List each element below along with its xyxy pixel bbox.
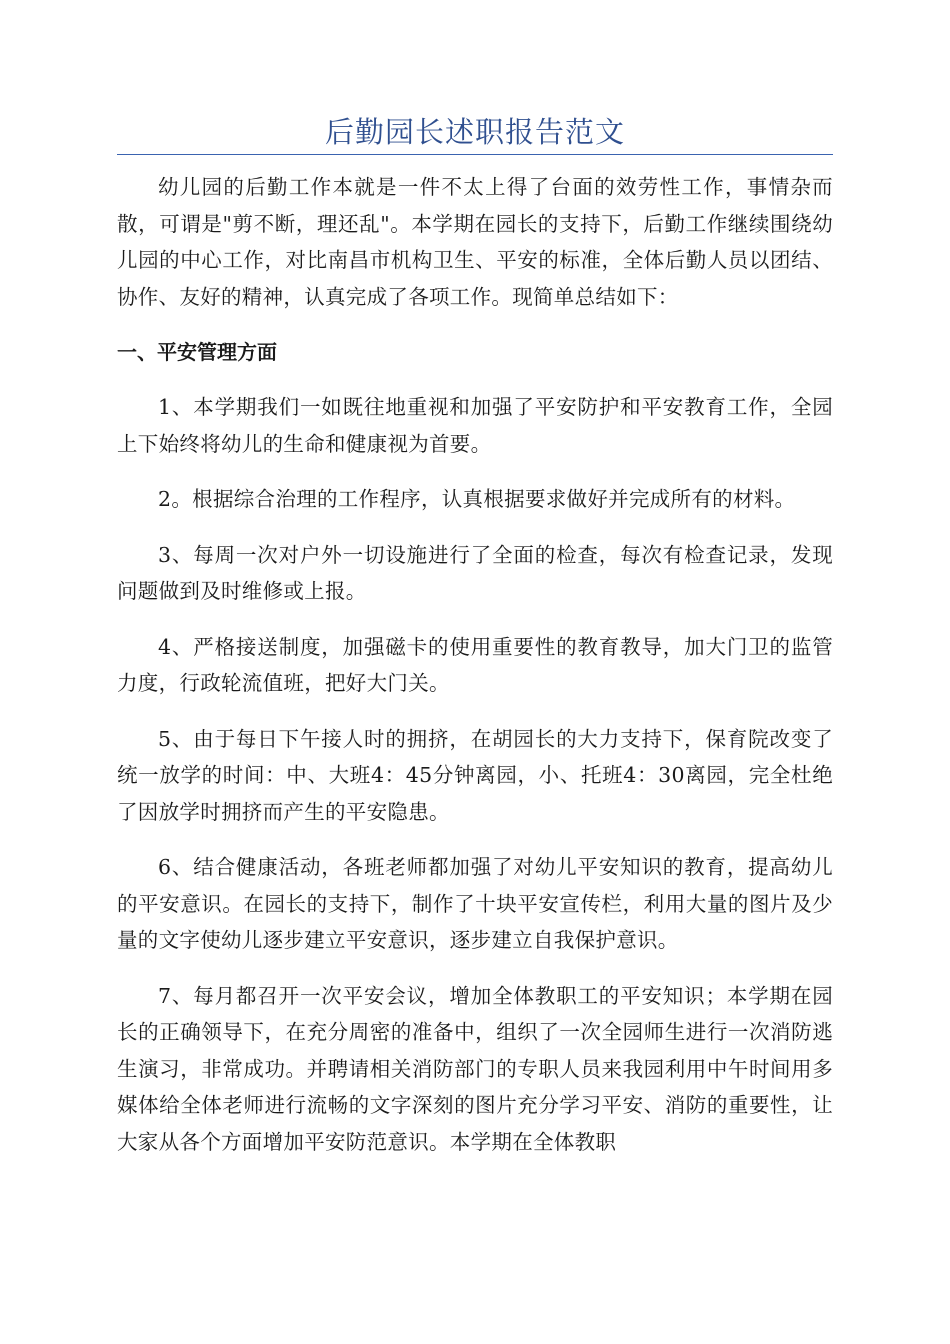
document-page bbox=[117, 110, 833, 1179]
list-item: 1、本学期我们一如既往地重视和加强了平安防护和平安教育工作，全园上下始终将幼儿的生命和健康视为首要。 bbox=[117, 395, 833, 456]
list-item: 5、由于每日下午接人时的拥挤，在胡园长的大力支持下，保育院改变了统一放学的时间：中、大班4：45分钟离园，小、托班4：30离园，完全杜绝了因放学时拥挤而产生的平安隐患。 bbox=[117, 726, 833, 824]
list-item: 3、每周一次对户外一切设施进行了全面的检查，每次有检查记录，发现问题做到及时维修或上报。 bbox=[117, 542, 833, 603]
list-item: 7、每月都召开一次平安会议，增加全体教职工的平安知识；本学期在园长的正确领导下，在充分周密的准备中，组织了一次全园师生进行一次消防逃生演习，非常成功。并聘请相关消防部门的专职人员来我园利用中午时间用多媒体给全体老师进行流畅的文字深刻的图片充分学习平安、消防的重要性，让大家从各个方面增加平安防范意识。本学期在全体教职 bbox=[117, 983, 833, 1154]
title-underline bbox=[117, 154, 833, 155]
list-item: 4、严格接送制度，加强磁卡的使用重要性的教育教导，加大门卫的监管力度，行政轮流值班，把好大门关。 bbox=[117, 634, 833, 695]
document-title: 后勤园长述职报告范文 bbox=[324, 115, 625, 149]
list-item: 2。根据综合治理的工作程序，认真根据要求做好并完成所有的材料。 bbox=[158, 487, 796, 511]
intro-paragraph: 幼儿园的后勤工作本就是一件不太上得了台面的效劳性工作，事情杂而散，可谓是"剪不断，理还乱"。本学期在园长的支持下，后勤工作继续围绕幼儿园的中心工作，对比南昌市机构卫生、平安的标准，全体后勤人员以团结、协作、友好的精神，认真完成了各项工作。现简单总结如下： bbox=[117, 175, 833, 309]
list-item: 6、结合健康活动，各班老师都加强了对幼儿平安知识的教育，提高幼儿的平安意识。在园长的支持下，制作了十块平安宣传栏，利用大量的图片及少量的文字使幼儿逐步建立平安意识，逐步建立自我保护意识。 bbox=[117, 855, 833, 952]
section-heading-safety: 一、平安管理方面 bbox=[117, 340, 277, 364]
